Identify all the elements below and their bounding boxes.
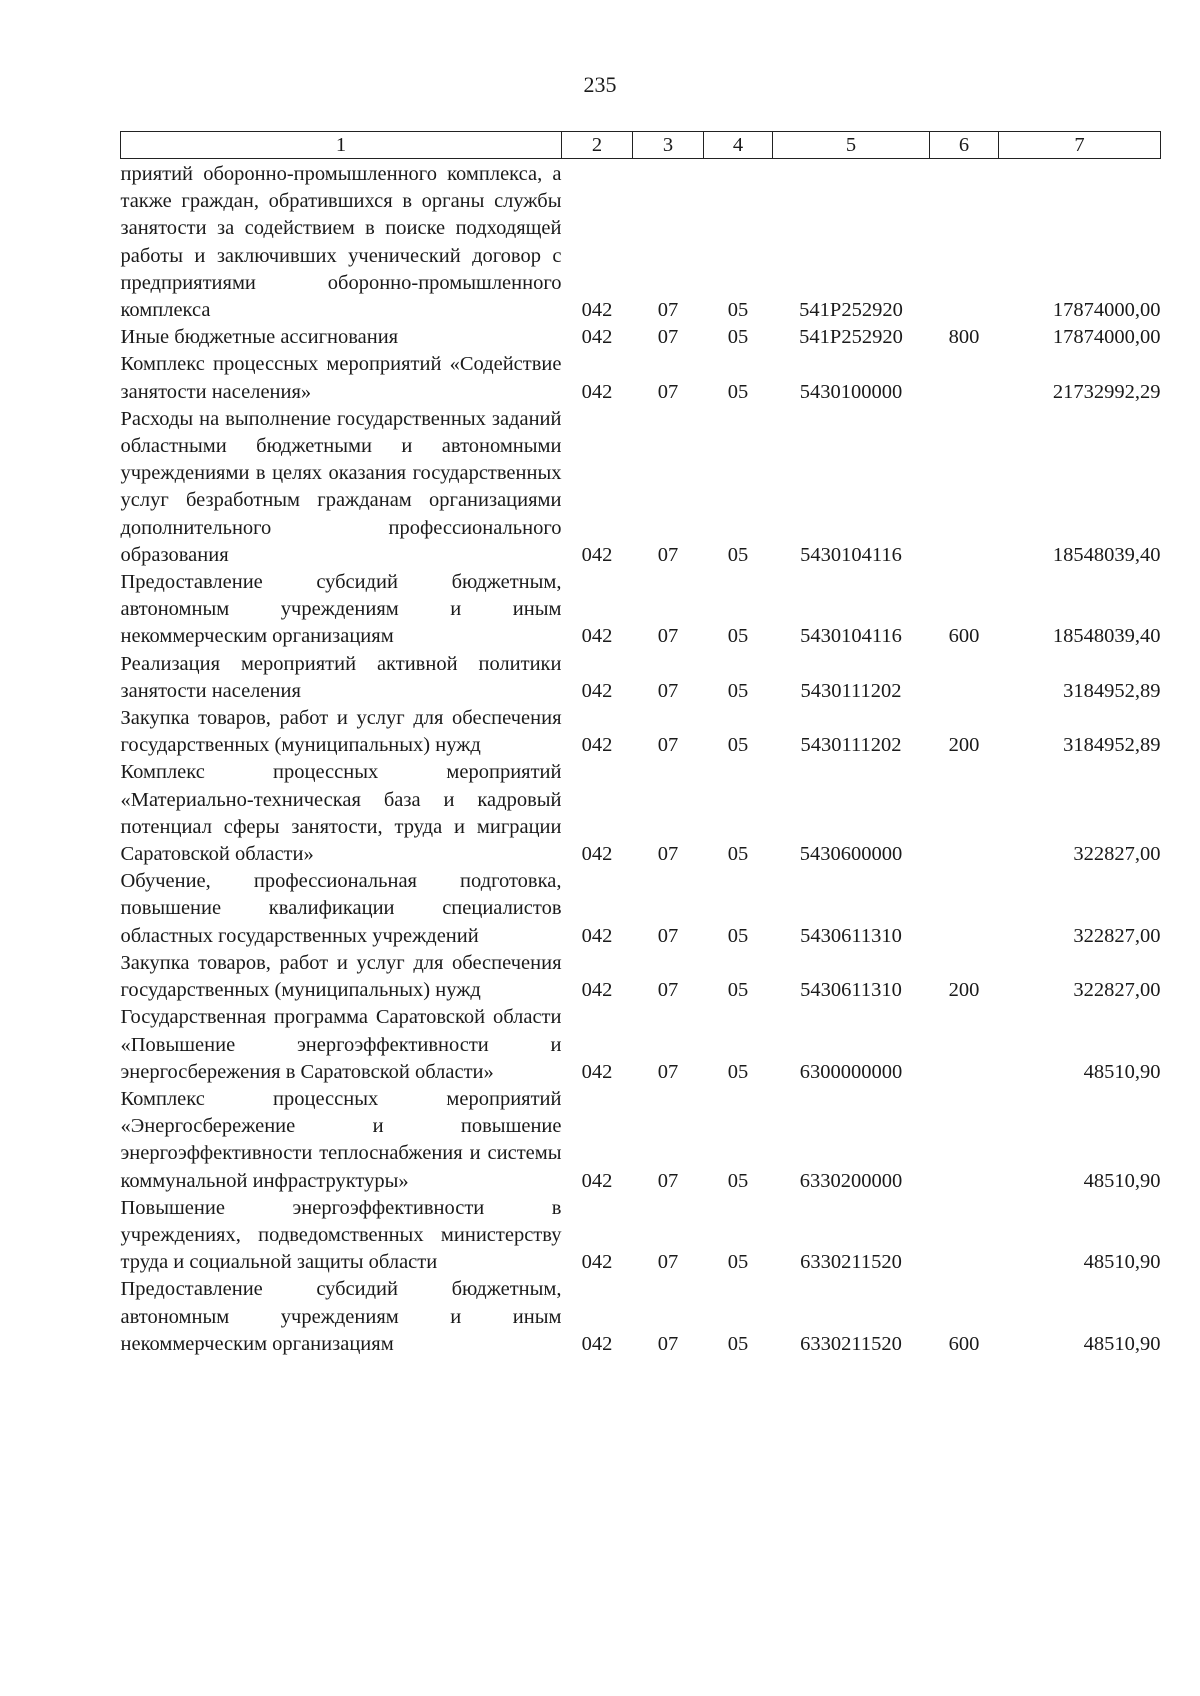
row-name: Повышение энергоэффективности в учреждениях, подведомственных министерству труда и социальной защиты области <box>120 1196 562 1274</box>
row-amount: 322827,00 <box>1073 979 1161 1002</box>
row-target-code: 6330211520 <box>800 1332 902 1355</box>
row-expense-type <box>930 406 999 569</box>
row-admin-code: 042 <box>581 843 613 866</box>
row-section: 07 <box>657 843 679 866</box>
row-subsection: 05 <box>727 543 749 566</box>
table-row <box>121 1195 1161 1277</box>
row-subsection: 05 <box>727 326 749 349</box>
row-section: 07 <box>657 1251 679 1274</box>
row-expense-type <box>930 351 999 405</box>
row-name: Предоставление субсидий бюджетным, автономным учреждениям и иным некоммерческим организациям <box>120 571 562 648</box>
row-admin-code: 042 <box>581 1169 613 1192</box>
row-expense-type <box>930 1004 999 1086</box>
row-amount: 3184952,89 <box>1063 734 1161 757</box>
row-expense-type: 200 <box>948 979 980 1002</box>
row-admin-code: 042 <box>581 543 613 566</box>
row-section: 07 <box>657 625 679 648</box>
row-name: Реализация мероприятий активной политики занятости населения <box>120 652 562 702</box>
row-expense-type: 800 <box>948 326 980 349</box>
row-admin-code: 042 <box>581 625 613 648</box>
table-row <box>121 351 1161 405</box>
table-row <box>121 1004 1161 1086</box>
row-amount: 48510,90 <box>1083 1169 1161 1192</box>
row-admin-code: 042 <box>581 979 613 1002</box>
row-amount: 18548039,40 <box>1052 543 1161 566</box>
row-amount: 17874000,00 <box>1052 299 1161 322</box>
row-section: 07 <box>657 299 679 322</box>
row-admin-code: 042 <box>581 1332 613 1355</box>
row-section: 07 <box>657 1332 679 1355</box>
row-subsection: 05 <box>727 625 749 648</box>
row-admin-code: 042 <box>581 1060 613 1083</box>
row-target-code: 5430600000 <box>799 843 903 866</box>
header-cell: 2 <box>562 132 633 159</box>
page-number: 235 <box>583 72 617 97</box>
row-amount: 48510,90 <box>1083 1060 1161 1083</box>
table-body <box>121 159 1161 1358</box>
header-cell: 6 <box>930 132 999 159</box>
row-target-code: 6300000000 <box>799 1060 903 1083</box>
row-name: Обучение, профессиональная подготовка, повышение квалификации специалистов областных государственных учреждений <box>120 870 562 947</box>
row-admin-code: 042 <box>581 299 613 322</box>
row-expense-type <box>930 159 999 325</box>
row-subsection: 05 <box>727 843 749 866</box>
header-cell: 1 <box>121 132 562 159</box>
row-admin-code: 042 <box>581 326 613 349</box>
row-amount: 48510,90 <box>1083 1332 1161 1355</box>
row-expense-type: 600 <box>948 625 980 648</box>
row-amount: 322827,00 <box>1073 924 1161 947</box>
row-admin-code: 042 <box>581 380 613 403</box>
row-expense-type <box>930 1086 999 1195</box>
row-expense-type <box>930 1195 999 1277</box>
row-amount: 21732992,29 <box>1052 380 1161 403</box>
row-target-code: 6330211520 <box>800 1251 902 1274</box>
row-section: 07 <box>657 679 679 702</box>
row-name: Комплекс процессных мероприятий «Содействие занятости населения» <box>120 353 562 403</box>
row-subsection: 05 <box>727 679 749 702</box>
table-row <box>121 950 1161 1004</box>
table-row <box>121 324 1161 351</box>
row-section: 07 <box>657 326 679 349</box>
row-amount: 17874000,00 <box>1052 326 1161 349</box>
budget-table <box>120 131 1161 1358</box>
row-name: Государственная программа Саратовской области «Повышение энергоэффективности и энергосбережения в Саратовской области» <box>120 1006 562 1083</box>
row-admin-code: 042 <box>581 679 613 702</box>
row-expense-type <box>930 759 999 868</box>
row-subsection: 05 <box>727 1169 749 1192</box>
row-section: 07 <box>657 979 679 1002</box>
row-amount: 322827,00 <box>1073 843 1161 866</box>
row-subsection: 05 <box>727 924 749 947</box>
row-subsection: 05 <box>727 1060 749 1083</box>
header-cell: 5 <box>773 132 930 159</box>
row-section: 07 <box>657 543 679 566</box>
header-cell: 7 <box>999 132 1161 159</box>
table-row <box>121 406 1161 569</box>
row-section: 07 <box>657 1169 679 1192</box>
table-row <box>121 868 1161 950</box>
header-cell: 4 <box>704 132 773 159</box>
row-name: Иные бюджетные ассигнования <box>120 326 399 349</box>
row-target-code: 5430111202 <box>800 679 902 702</box>
row-name: Комплекс процессных мероприятий «Энергосбережение и повышение энергоэффективности теплоснабжения и системы коммунальной инфраструктуры» <box>120 1087 562 1192</box>
row-target-code: 5430611310 <box>800 924 902 947</box>
row-target-code: 541Р252920 <box>799 326 903 349</box>
row-subsection: 05 <box>727 734 749 757</box>
table-row <box>121 159 1161 325</box>
row-name: Расходы на выполнение государственных заданий областными бюджетными и автономными учреждениями в целях оказания государственных услуг безработным гражданам организациями дополнительного профессионального образования <box>120 407 562 566</box>
row-expense-type: 200 <box>948 734 980 757</box>
row-amount: 3184952,89 <box>1063 679 1161 702</box>
row-name: Предоставление субсидий бюджетным, автономным учреждениям и иным некоммерческим организациям <box>120 1278 562 1355</box>
row-admin-code: 042 <box>581 734 613 757</box>
row-name: Закупка товаров, работ и услуг для обеспечения государственных (муниципальных) нужд <box>120 707 562 757</box>
table-row <box>121 705 1161 759</box>
row-admin-code: 042 <box>581 924 613 947</box>
row-target-code: 5430111202 <box>800 734 902 757</box>
row-amount: 18548039,40 <box>1052 625 1161 648</box>
row-target-code: 6330200000 <box>799 1169 903 1192</box>
row-target-code: 5430104116 <box>800 625 902 648</box>
row-subsection: 05 <box>727 1332 749 1355</box>
row-expense-type <box>930 651 999 705</box>
table-row <box>121 1086 1161 1195</box>
header-row <box>121 132 1161 159</box>
table-header <box>121 132 1161 159</box>
row-name: приятий оборонно-промышленного комплекса, а также граждан, обратившихся в органы службы занятости за содействием в поиске подходящей работы и заключивших ученический договор с предприятиями оборонно-промышленного комплекса <box>120 163 562 322</box>
row-target-code: 5430104116 <box>800 543 902 566</box>
row-name: Комплекс процессных мероприятий «Материально-техническая база и кадровый потенциал сферы занятости, труда и миграции Саратовской области» <box>120 761 562 866</box>
header-cell: 3 <box>633 132 704 159</box>
table-row <box>121 1276 1161 1358</box>
table-row <box>121 759 1161 868</box>
row-subsection: 05 <box>727 1251 749 1274</box>
row-target-code: 5430611310 <box>800 979 902 1002</box>
row-section: 07 <box>657 380 679 403</box>
row-target-code: 5430100000 <box>799 380 903 403</box>
row-name: Закупка товаров, работ и услуг для обеспечения государственных (муниципальных) нужд <box>120 951 562 1002</box>
table-row <box>121 569 1161 651</box>
row-subsection: 05 <box>727 979 749 1002</box>
row-subsection: 05 <box>727 299 749 322</box>
row-subsection: 05 <box>727 380 749 403</box>
table-row <box>121 651 1161 705</box>
row-section: 07 <box>657 1060 679 1083</box>
row-expense-type <box>930 868 999 950</box>
row-section: 07 <box>657 734 679 757</box>
row-amount: 48510,90 <box>1083 1251 1161 1274</box>
row-target-code: 541Р252920 <box>799 299 903 322</box>
row-expense-type: 600 <box>948 1332 980 1355</box>
row-admin-code: 042 <box>581 1251 613 1274</box>
row-section: 07 <box>657 924 679 947</box>
